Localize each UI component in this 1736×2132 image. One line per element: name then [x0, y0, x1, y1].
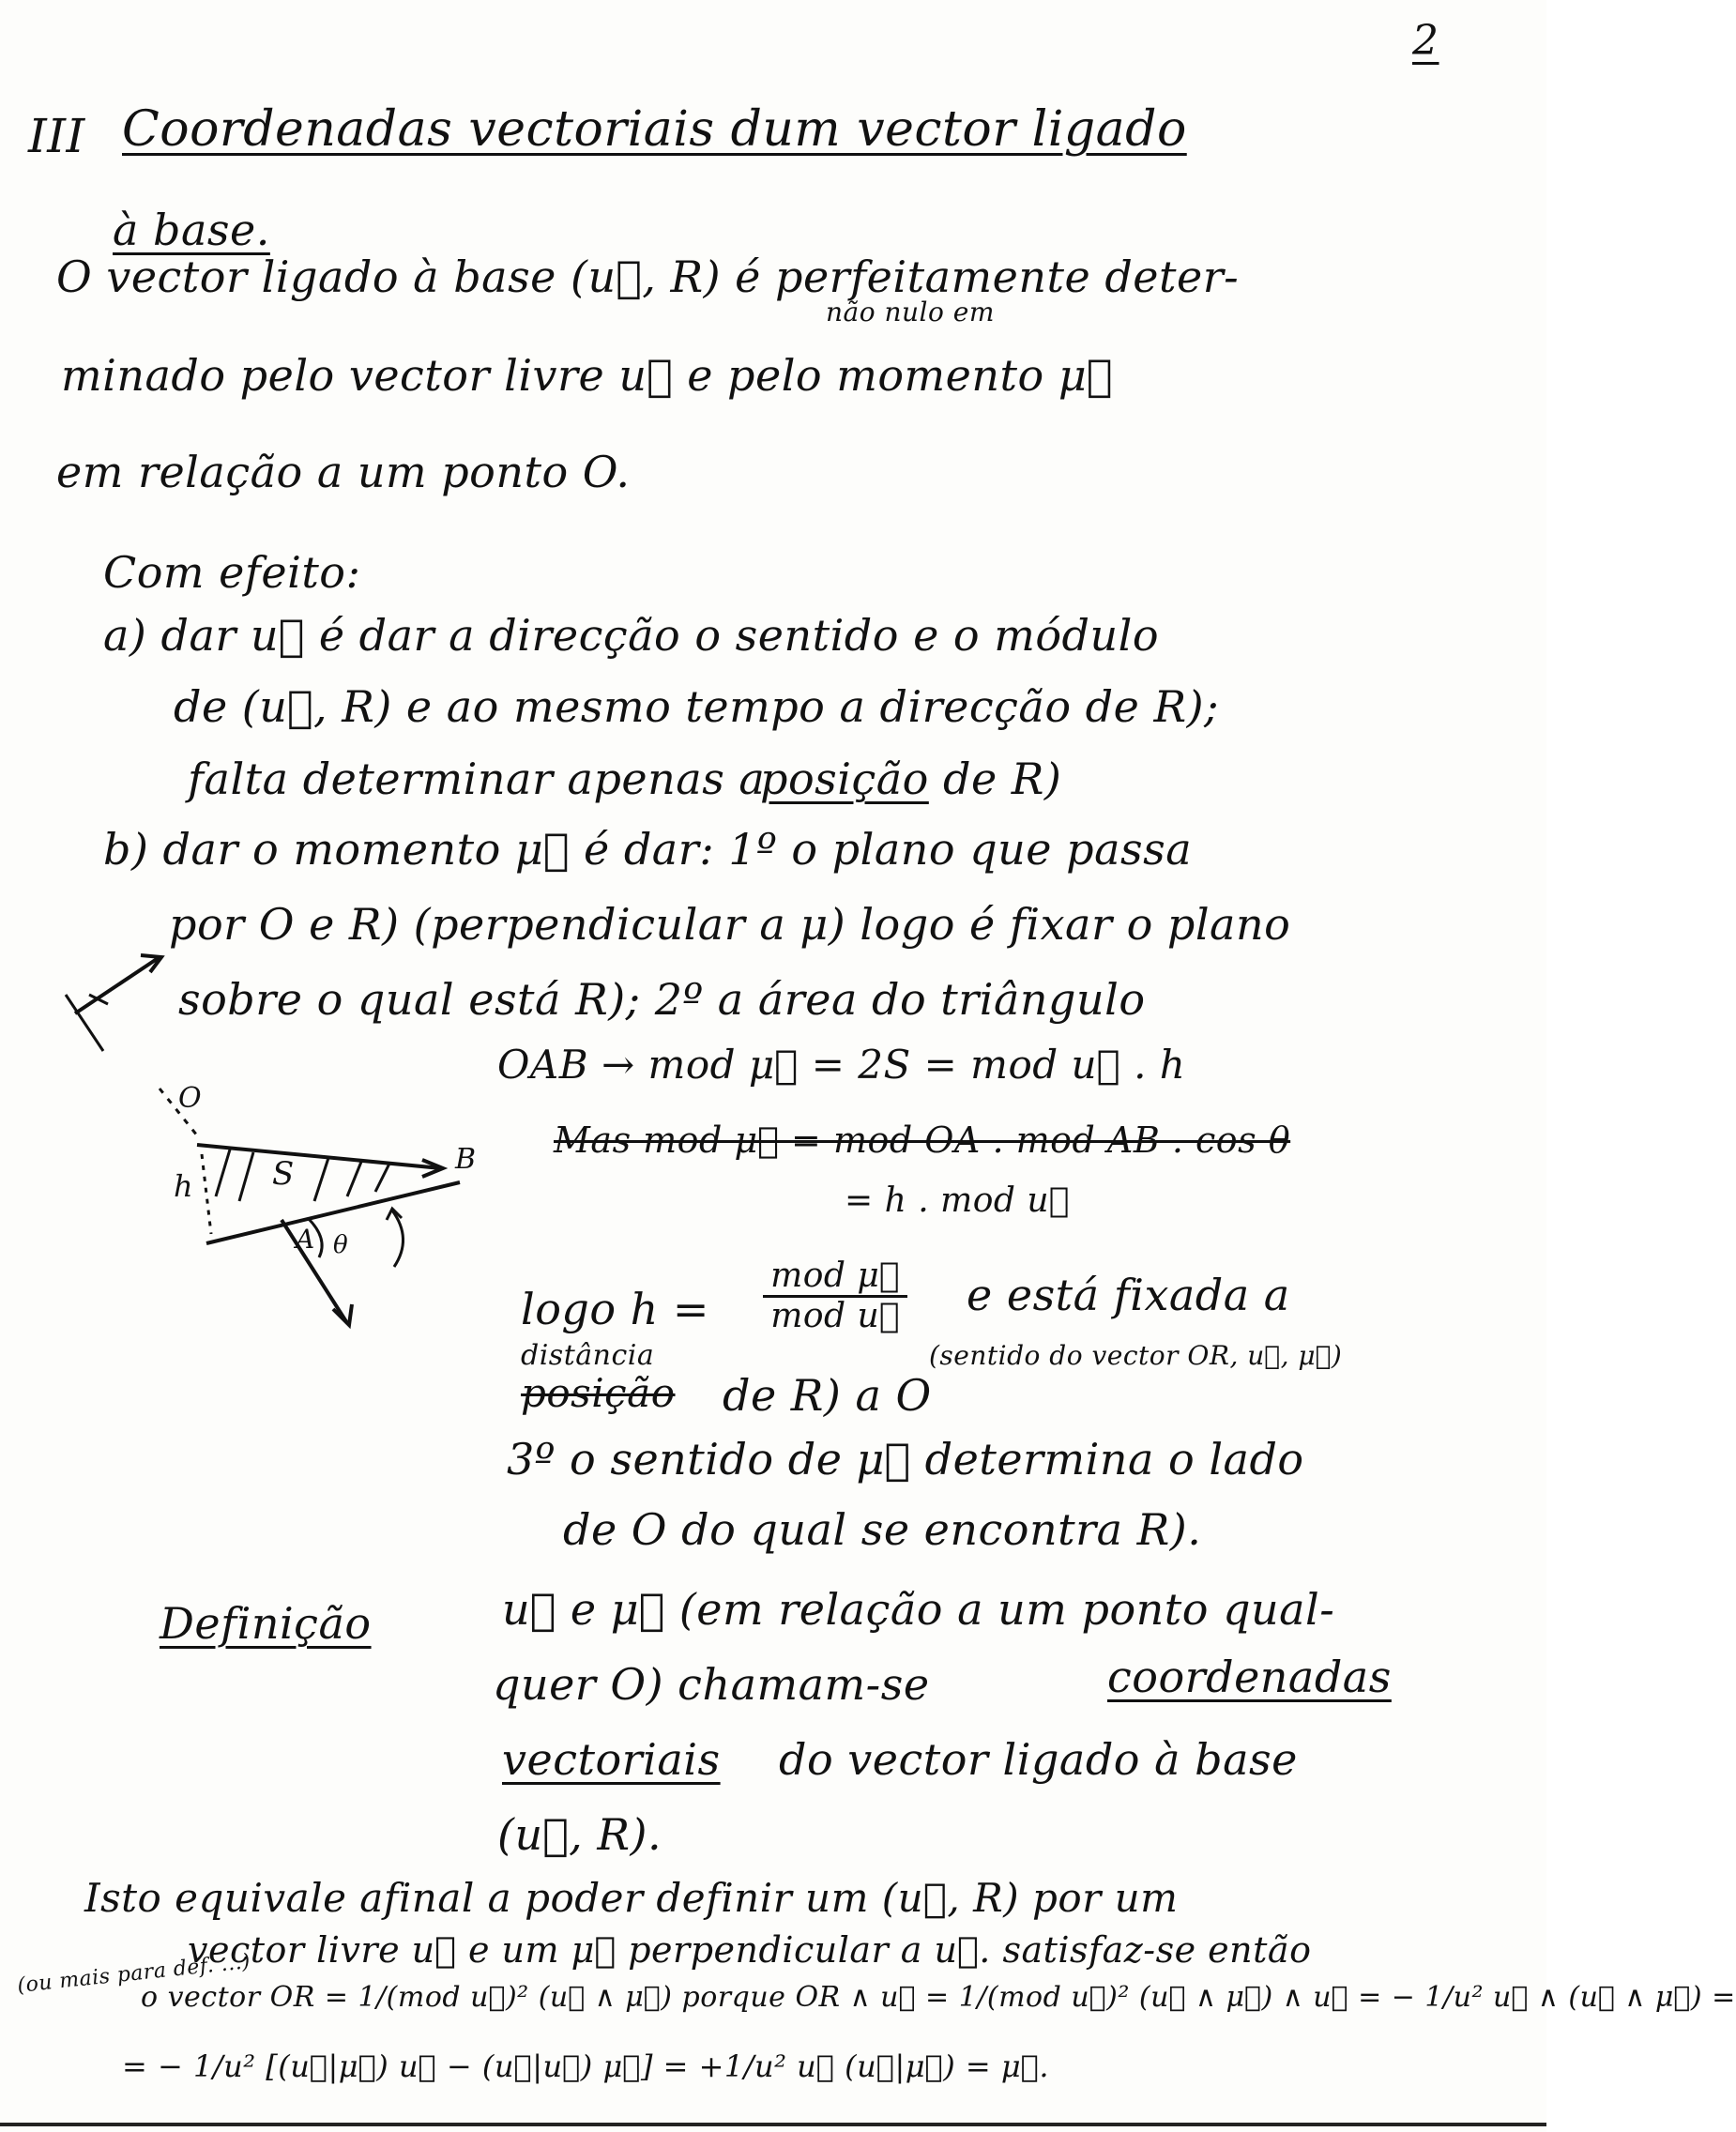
label-theta: θ — [333, 1231, 348, 1259]
text-line-17: de O do qual se encontra R). — [563, 1504, 1202, 1555]
text-line-10: sobre o qual está R); 2º a área do triângulo — [178, 974, 1146, 1025]
text-line-7a: falta determinar apenas a — [188, 754, 766, 804]
heading-roman: III — [28, 109, 85, 163]
definition-line-4: (u⃗, R). — [497, 1809, 662, 1860]
text-line-15-struck: posição — [521, 1370, 676, 1416]
definition-line-2b: coordenadas — [1107, 1652, 1392, 1702]
text-line-14b: e está fixada a — [967, 1270, 1290, 1320]
bottom-border — [0, 2123, 1546, 2126]
margin-arrow-mark — [38, 938, 225, 1070]
fraction-denominator: mod u⃗ — [770, 1296, 900, 1335]
text-line-5: a) dar u⃗ é dar a direcção o sentido e o módulo — [103, 610, 1160, 661]
text-line-15b: de R) a O — [723, 1370, 932, 1421]
heading-title-cont: à base. — [113, 205, 270, 255]
page-number: 2 — [1412, 17, 1439, 65]
paragraph-line-4: = − 1/u² [(u⃗|μ⃗) u⃗ − (u⃗|u⃗) μ⃗] = +1/u² u⃗ (u⃗|μ⃗) = μ⃗. — [122, 2048, 1050, 2084]
text-line-1: O vector ligado à base (u⃗, R) é perfeitamente deter- — [56, 251, 1240, 302]
text-line-14a: logo h = — [521, 1284, 709, 1334]
fraction-numerator: mod μ⃗ — [763, 1257, 907, 1298]
margin-note: (ou mais para def. ...) — [16, 1950, 252, 1998]
text-line-15-over: distância — [521, 1339, 655, 1372]
text-line-7b: posição — [760, 754, 929, 804]
text-line-4: Com efeito: — [103, 547, 361, 598]
paragraph-line-3: o vector OR = 1/(mod u⃗)² (u⃗ ∧ μ⃗) porque OR ∧ u⃗ = 1/(mod u⃗)² (u⃗ ∧ μ⃗) ∧ u⃗ = − 1/u² u⃗ ∧ (u⃗ ∧ μ⃗) = — [141, 1981, 1736, 2014]
paragraph-line-2: vector livre u⃗ e um μ⃗ perpendicular a u⃗. satisfaz-se então — [188, 1929, 1312, 1971]
definition-line-3b: do vector ligado à base — [779, 1734, 1298, 1785]
label-h: h — [174, 1168, 193, 1204]
text-line-11: OAB → mod μ⃗ = 2S = mod u⃗ . h — [497, 1042, 1186, 1088]
text-line-6: de (u⃗, R) e ao mesmo tempo a direcção de R); — [174, 681, 1220, 732]
label-S: S — [272, 1155, 295, 1193]
label-A: A — [296, 1224, 315, 1255]
fraction-h — [751, 1257, 920, 1334]
insertion-note: não nulo em — [826, 297, 995, 327]
text-line-15-insert: (sentido do vector OR, u⃗, μ⃗) — [929, 1340, 1343, 1371]
paragraph-line-1: Isto equivale afinal a poder definir um (u⃗, R) por um — [84, 1875, 1179, 1921]
text-line-12-struck: Mas mod μ⃗ = mod OA . mod AB . cos θ — [554, 1119, 1291, 1161]
text-line-13: = h . mod u⃗ — [845, 1181, 1070, 1220]
text-line-16: 3º o sentido de μ⃗ determina o lado — [507, 1434, 1304, 1485]
text-line-9: por O e R) (perpendicular a μ) logo é fixar o plano — [169, 899, 1291, 950]
heading-title: Coordenadas vectoriais dum vector ligado — [122, 101, 1187, 158]
label-B: B — [455, 1143, 477, 1176]
definition-label: Definição — [160, 1598, 372, 1649]
text-line-2: minado pelo vector livre u⃗ e pelo momento μ⃗ — [61, 350, 1113, 401]
text-line-3: em relação a um ponto O. — [56, 447, 631, 497]
definition-line-1: u⃗ e μ⃗ (em relação a um ponto qual- — [502, 1584, 1335, 1635]
label-O: O — [178, 1082, 202, 1115]
triangle-diagram — [141, 1079, 516, 1389]
definition-line-3a: vectoriais — [502, 1734, 721, 1785]
text-line-8: b) dar o momento μ⃗ é dar: 1º o plano que passa — [103, 824, 1193, 875]
definition-line-2a: quer O) chamam-se — [493, 1659, 930, 1710]
text-line-7c: de R) — [943, 754, 1062, 804]
